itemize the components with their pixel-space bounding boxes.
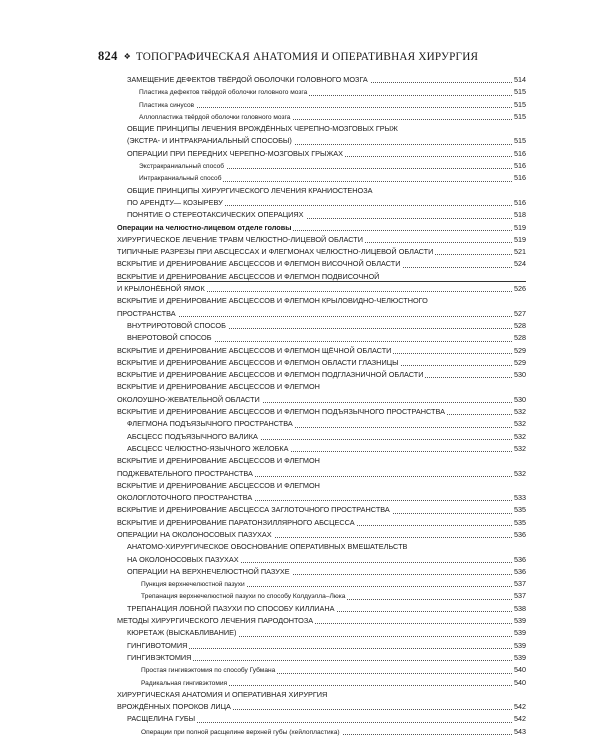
toc-page-number: 536 xyxy=(512,529,526,541)
toc-page-number: 539 xyxy=(512,652,526,664)
toc-entry-title: ВСКРЫТИЕ И ДРЕНИРОВАНИЕ АБСЦЕССОВ И ФЛЕГМОН ЩЁЧНОЙ ОБЛАСТИ xyxy=(117,345,392,355)
toc-entry xyxy=(117,615,526,627)
toc-entry xyxy=(117,357,526,369)
toc-entry xyxy=(117,123,526,135)
toc-entry xyxy=(117,258,526,270)
toc-entry xyxy=(117,468,526,480)
toc-page-number: 540 xyxy=(512,677,526,689)
toc-entry xyxy=(117,578,526,590)
toc-entry-title: АНАТОМО-ХИРУРГИЧЕСКОЕ ОБОСНОВАНИЕ ОПЕРАТИВНЫХ ВМЕШАТЕЛЬСТВ xyxy=(127,542,408,552)
toc-entry xyxy=(117,172,526,184)
toc-entry xyxy=(117,652,526,664)
toc-entry xyxy=(117,603,526,615)
toc-entry-title: ОБЩИЕ ПРИНЦИПЫ ХИРУРГИЧЕСКОГО ЛЕЧЕНИЯ КРАНИОСТЕНОЗА xyxy=(127,185,373,195)
toc-entry-title: РАСЩЕЛИНА ГУБЫ xyxy=(127,714,196,724)
toc-entry xyxy=(117,590,526,602)
toc-entry-title: ВСКРЫТИЕ И ДРЕНИРОВАНИЕ АБСЦЕССОВ И ФЛЕГМОН xyxy=(117,456,320,466)
toc-entry-title: ВСКРЫТИЕ И ДРЕНИРОВАНИЕ АБСЦЕССОВ И ФЛЕГМОН ПОДВИСОЧНОЙ xyxy=(117,271,380,281)
toc-entry-title: ВСКРЫТИЕ И ДРЕНИРОВАНИЕ АБСЦЕССОВ И ФЛЕГМОН xyxy=(117,382,320,392)
toc-entry-title: ВСКРЫТИЕ И ДРЕНИРОВАНИЕ АБСЦЕССОВ И ФЛЕГМОН ПОДГЛАЗНИЧНОЙ ОБЛАСТИ xyxy=(117,370,424,380)
leader-dots xyxy=(139,107,526,108)
toc-page-number: 535 xyxy=(512,517,526,529)
toc-entry-title: ОПЕРАЦИИ ПРИ ПЕРЕДНИХ ЧЕРЕПНО-МОЗГОВЫХ ГРЫЖАХ xyxy=(127,148,343,158)
toc-entry xyxy=(117,443,526,455)
toc-entry xyxy=(117,332,526,344)
toc-page-number: 516 xyxy=(512,160,526,172)
toc-entry xyxy=(117,283,526,295)
toc-entry xyxy=(117,664,526,676)
toc-page-number: 516 xyxy=(512,197,526,209)
toc-entry-title: Радикальная гингивэктомия xyxy=(141,679,228,687)
toc-entry-title: Аллопластика твёрдой оболочки головного мозга xyxy=(139,113,291,121)
toc-page-number: 521 xyxy=(512,246,526,258)
toc-entry xyxy=(117,517,526,529)
toc-entry-title: ВСКРЫТИЕ И ДРЕНИРОВАНИЕ АБСЦЕССОВ И ФЛЕГМОН КРЫЛОВИДНО-ЧЕЛЮСТНОГО xyxy=(117,296,428,306)
toc-entry-title: Операции на челюстно-лицевом отделе головы xyxy=(117,222,292,232)
toc-entry xyxy=(117,554,526,566)
toc-entry xyxy=(117,271,526,283)
toc-entry-title: ФЛЕГМОНА ПОДЪЯЗЫЧНОГО ПРОСТРАНСТВА xyxy=(127,419,293,429)
toc-page-number: 516 xyxy=(512,172,526,184)
toc-entry-title: ВРОЖДЁННЫХ ПОРОКОВ ЛИЦА xyxy=(117,702,231,712)
toc-entry-title: Пластика синусов xyxy=(139,101,195,109)
toc-entry-title: ПО АРЕНДТУ— КОЗЫРЕВУ xyxy=(127,197,223,207)
toc-entry xyxy=(117,394,526,406)
toc-entry xyxy=(117,209,526,221)
toc-entry-title: Пункция верхнечелюстной пазухи xyxy=(141,581,245,589)
toc-entry xyxy=(117,135,526,147)
toc-entry xyxy=(117,381,526,393)
toc-entry-title: ГИНГИВЭКТОМИЯ xyxy=(127,652,192,662)
toc-page-number: 543 xyxy=(512,726,526,738)
toc-page-number: 514 xyxy=(512,74,526,86)
toc-entry xyxy=(117,111,526,123)
toc-entry-title: ПОДЖЕВАТЕЛЬНОГО ПРОСТРАНСТВА xyxy=(117,468,253,478)
toc-page-number: 526 xyxy=(512,283,526,295)
toc-entry xyxy=(117,148,526,160)
toc-entry-title: ВСКРЫТИЕ И ДРЕНИРОВАНИЕ АБСЦЕССОВ И ФЛЕГМОН ПОДЪЯЗЫЧНОГО ПРОСТРАНСТВА xyxy=(117,407,445,417)
toc-page-number: 539 xyxy=(512,627,526,639)
toc-entry-title: ГИНГИВОТОМИЯ xyxy=(127,640,188,650)
leader-dots xyxy=(117,281,526,282)
toc-page-number: 515 xyxy=(512,86,526,98)
toc-page-number: 524 xyxy=(512,258,526,270)
toc-entry-title: Интракраниальный способ xyxy=(139,175,222,183)
toc-page-number: 516 xyxy=(512,148,526,160)
toc-entry xyxy=(117,345,526,357)
toc-page-number: 537 xyxy=(512,578,526,590)
page-number: 824 xyxy=(98,49,118,63)
toc-page-number: 538 xyxy=(512,603,526,615)
toc-page-number: 519 xyxy=(512,222,526,234)
toc-entry-title: ВСКРЫТИЕ И ДРЕНИРОВАНИЕ АБСЦЕССОВ И ФЛЕГМОН ВИСОЧНОЙ ОБЛАСТИ xyxy=(117,259,401,269)
toc-page-number: 536 xyxy=(512,554,526,566)
toc-entry-title: Экстракраниальный способ xyxy=(139,163,225,171)
toc-page-number: 535 xyxy=(512,504,526,516)
toc-entry xyxy=(117,99,526,111)
toc-entry xyxy=(117,689,526,701)
toc-page-number: 532 xyxy=(512,418,526,430)
toc-entry xyxy=(117,74,526,86)
toc-page-number: 519 xyxy=(512,234,526,246)
toc-entry xyxy=(117,160,526,172)
leader-dots xyxy=(117,316,526,317)
toc-entry-title: И КРЫЛОНЁБНОЙ ЯМОК xyxy=(117,284,205,294)
toc-entry-title: ХИРУРГИЧЕСКОЕ ЛЕЧЕНИЕ ТРАВМ ЧЕЛЮСТНО-ЛИЦЕВОЙ ОБЛАСТИ xyxy=(117,234,363,244)
toc-entry-title: МЕТОДЫ ХИРУРГИЧЕСКОГО ЛЕЧЕНИЯ ПАРОДОНТОЗА xyxy=(117,616,314,626)
table-of-contents xyxy=(117,74,526,738)
toc-entry-title: НА ОКОЛОНОСОВЫХ ПАЗУХАХ xyxy=(127,554,239,564)
toc-entry-title: ВСКРЫТИЕ И ДРЕНИРОВАНИЕ АБСЦЕССОВ И ФЛЕГМОН ОБЛАСТИ ГЛАЗНИЦЫ xyxy=(117,357,399,367)
toc-entry xyxy=(117,197,526,209)
toc-entry-title: ПРОСТРАНСТВА xyxy=(117,308,176,318)
toc-page-number: 518 xyxy=(512,209,526,221)
toc-entry-title: Трепанация верхнечелюстной пазухи по способу Колдуэлла–Люка xyxy=(141,593,346,601)
toc-entry xyxy=(117,369,526,381)
toc-page-number: 515 xyxy=(512,111,526,123)
toc-entry xyxy=(117,713,526,725)
toc-page-number: 530 xyxy=(512,394,526,406)
toc-entry-title: ВСКРЫТИЕ И ДРЕНИРОВАНИЕ ПАРАТОНЗИЛЛЯРНОГО АБСЦЕССА xyxy=(117,517,355,527)
toc-page-number: 532 xyxy=(512,443,526,455)
toc-page-number: 536 xyxy=(512,566,526,578)
toc-page-number: 539 xyxy=(512,615,526,627)
toc-page-number: 532 xyxy=(512,406,526,418)
toc-page-number: 540 xyxy=(512,664,526,676)
toc-entry xyxy=(117,677,526,689)
running-title: ТОПОГРАФИЧЕСКАЯ АНАТОМИЯ И ОПЕРАТИВНАЯ ХИРУРГИЯ xyxy=(135,51,479,63)
toc-entry xyxy=(117,455,526,467)
toc-entry-title: АБСЦЕСС ЧЕЛЮСТНО-ЯЗЫЧНОГО ЖЕЛОБКА xyxy=(127,443,289,453)
toc-page-number: 527 xyxy=(512,308,526,320)
toc-entry-title: ОКОЛОУШНО-ЖЕВАТЕЛЬНОЙ ОБЛАСТИ xyxy=(117,394,260,404)
toc-entry-title: ВНУТРИРОТОВОЙ СПОСОБ xyxy=(127,320,226,330)
toc-page-number: 530 xyxy=(512,369,526,381)
toc-entry-title: ОБЩИЕ ПРИНЦИПЫ ЛЕЧЕНИЯ ВРОЖДЁННЫХ ЧЕРЕПНО-МОЗГОВЫХ ГРЫЖ xyxy=(127,124,398,134)
toc-entry xyxy=(117,541,526,553)
toc-entry-title: ОПЕРАЦИИ НА ОКОЛОНОСОВЫХ ПАЗУХАХ xyxy=(117,529,272,539)
toc-entry xyxy=(117,504,526,516)
toc-entry-title: ВНЕРОТОВОЙ СПОСОБ xyxy=(127,333,212,343)
toc-entry xyxy=(117,320,526,332)
toc-entry-title: ЗАМЕЩЕНИЕ ДЕФЕКТОВ ТВЁРДОЙ ОБОЛОЧКИ ГОЛОВНОГО МОЗГА xyxy=(127,75,368,84)
toc-page-number: 529 xyxy=(512,357,526,369)
toc-entry xyxy=(117,295,526,307)
toc-entry xyxy=(117,701,526,713)
toc-page-number: 542 xyxy=(512,713,526,725)
toc-entry xyxy=(117,234,526,246)
toc-entry-title: ТИПИЧНЫЕ РАЗРЕЗЫ ПРИ АБСЦЕССАХ И ФЛЕГМОНАХ ЧЕЛЮСТНО-ЛИЦЕВОЙ ОБЛАСТИ xyxy=(117,247,434,257)
toc-page-number: 515 xyxy=(512,99,526,111)
toc-entry xyxy=(117,418,526,430)
toc-page-number: 528 xyxy=(512,332,526,344)
toc-entry-title: ОКОЛОГЛОТОЧНОГО ПРОСТРАНСТВА xyxy=(117,493,253,503)
toc-entry-title: ПОНЯТИЕ О СТЕРЕОТАКСИЧЕСКИХ ОПЕРАЦИЯХ xyxy=(127,210,304,220)
toc-entry xyxy=(117,566,526,578)
toc-entry-title: ВСКРЫТИЕ И ДРЕНИРОВАНИЕ АБСЦЕССОВ И ФЛЕГМОН xyxy=(117,480,320,490)
toc-page-number: 529 xyxy=(512,345,526,357)
toc-page-number: 542 xyxy=(512,701,526,713)
toc-entry-title: АБСЦЕСС ПОДЪЯЗЫЧНОГО ВАЛИКА xyxy=(127,431,258,441)
toc-entry xyxy=(117,627,526,639)
toc-page-number: 528 xyxy=(512,320,526,332)
toc-page-number: 537 xyxy=(512,590,526,602)
toc-entry-title: ОПЕРАЦИИ НА ВЕРХНЕЧЕЛЮСТНОЙ ПАЗУХЕ xyxy=(127,566,290,576)
toc-page-number: 532 xyxy=(512,431,526,443)
toc-entry-title: Пластика дефектов твёрдой оболочки головного мозга xyxy=(139,89,308,97)
toc-entry xyxy=(117,185,526,197)
toc-entry xyxy=(117,308,526,320)
toc-entry-title: (ЭКСТРА- И ИНТРАКРАНИАЛЬНЫЙ СПОСОБЫ) xyxy=(127,136,292,146)
toc-page-number: 532 xyxy=(512,468,526,480)
toc-entry-title: ВСКРЫТИЕ И ДРЕНИРОВАНИЕ АБСЦЕССА ЗАГЛОТОЧНОГО ПРОСТРАНСТВА xyxy=(117,505,390,515)
toc-entry-title: ТРЕПАНАЦИЯ ЛОБНОЙ ПАЗУХИ ПО СПОСОБУ КИЛЛИАНА xyxy=(127,603,335,613)
toc-entry xyxy=(117,406,526,418)
toc-entry xyxy=(117,529,526,541)
running-header xyxy=(98,47,518,63)
toc-entry xyxy=(117,246,526,258)
toc-entry xyxy=(117,726,526,738)
toc-entry-title: Операции при полной расщелине верхней губы (хейлопластика) xyxy=(141,728,340,736)
toc-entry xyxy=(117,222,526,234)
toc-entry xyxy=(117,480,526,492)
toc-entry xyxy=(117,86,526,98)
toc-entry xyxy=(117,431,526,443)
toc-page-number: 533 xyxy=(512,492,526,504)
toc-entry-title: КЮРЕТАЖ (ВЫСКАБЛИВАНИЕ) xyxy=(127,628,237,638)
toc-page-number: 515 xyxy=(512,135,526,147)
toc-page-number: 539 xyxy=(512,640,526,652)
toc-entry-title: ХИРУРГИЧЕСКАЯ АНАТОМИЯ И ОПЕРАТИВНАЯ ХИРУРГИЯ xyxy=(117,689,328,699)
toc-entry-title: Простая гингивэктомия по способу Губмана xyxy=(141,667,276,675)
diamond-separator-icon: ❖ xyxy=(123,52,131,61)
toc-entry xyxy=(117,640,526,652)
toc-entry xyxy=(117,492,526,504)
